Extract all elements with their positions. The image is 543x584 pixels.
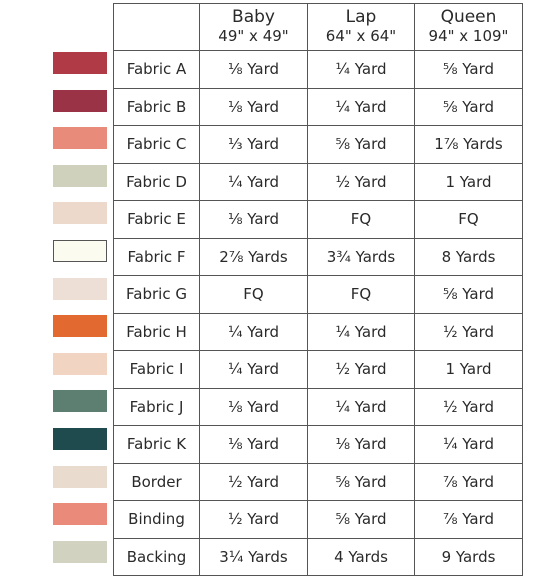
fabric-name-cell: Fabric H (114, 313, 200, 351)
baby-amount-cell: ⅛ Yard (200, 388, 308, 426)
lap-amount-cell: 4 Yards (308, 538, 415, 576)
lap-amount-cell: ¼ Yard (308, 88, 415, 126)
header-baby-name: Baby (232, 7, 275, 27)
table-row (114, 201, 523, 239)
lap-amount-cell: FQ (308, 276, 415, 314)
table-row (114, 238, 523, 276)
fabric-swatch (53, 466, 107, 488)
baby-amount-cell: FQ (200, 276, 308, 314)
table-row (114, 163, 523, 201)
queen-amount-cell: 1 Yard (415, 351, 523, 389)
lap-amount-cell: ⅝ Yard (308, 126, 415, 164)
lap-amount-cell: ½ Yard (308, 351, 415, 389)
fabric-swatch (53, 240, 107, 262)
table-row (114, 276, 523, 314)
header-lap-name: Lap (345, 7, 377, 27)
queen-amount-cell: ⅝ Yard (415, 276, 523, 314)
queen-amount-cell: 8 Yards (415, 238, 523, 276)
baby-amount-cell: 2⅞ Yards (200, 238, 308, 276)
fabric-name-cell: Fabric D (114, 163, 200, 201)
baby-amount-cell: ⅓ Yard (200, 126, 308, 164)
table-row (114, 126, 523, 164)
baby-amount-cell: ⅛ Yard (200, 201, 308, 239)
fabric-swatch (53, 127, 107, 149)
fabric-swatch (53, 90, 107, 112)
requirements-grid (113, 3, 523, 576)
fabric-swatch (53, 390, 107, 412)
baby-amount-cell: ⅛ Yard (200, 51, 308, 89)
lap-amount-cell: ¼ Yard (308, 388, 415, 426)
lap-amount-cell: FQ (308, 201, 415, 239)
header-queen (415, 4, 523, 51)
baby-amount-cell: ½ Yard (200, 501, 308, 539)
lap-amount-cell: ¼ Yard (308, 51, 415, 89)
fabric-swatch (53, 503, 107, 525)
baby-amount-cell: ¼ Yard (200, 313, 308, 351)
queen-amount-cell: ⅝ Yard (415, 88, 523, 126)
fabric-name-cell: Fabric I (114, 351, 200, 389)
table-row (114, 88, 523, 126)
queen-amount-cell: FQ (415, 201, 523, 239)
fabric-swatch (53, 353, 107, 375)
fabric-swatch (53, 165, 107, 187)
lap-amount-cell: ⅝ Yard (308, 501, 415, 539)
fabric-swatch (53, 52, 107, 74)
queen-amount-cell: ½ Yard (415, 313, 523, 351)
queen-amount-cell: ⅞ Yard (415, 501, 523, 539)
fabric-name-cell: Fabric K (114, 426, 200, 464)
fabric-name-cell: Backing (114, 538, 200, 576)
fabric-swatch (53, 278, 107, 300)
header-lap-size: 64" x 64" (325, 27, 397, 45)
lap-amount-cell: ½ Yard (308, 163, 415, 201)
baby-amount-cell: 3¼ Yards (200, 538, 308, 576)
header-lap (308, 4, 415, 51)
queen-amount-cell: 1 Yard (415, 163, 523, 201)
fabric-name-cell: Binding (114, 501, 200, 539)
header-queen-name: Queen (440, 7, 497, 27)
table-row (114, 426, 523, 464)
lap-amount-cell: 3¾ Yards (308, 238, 415, 276)
fabric-swatch (53, 315, 107, 337)
queen-amount-cell: ⅝ Yard (415, 51, 523, 89)
header-baby (200, 4, 308, 51)
fabric-name-cell: Fabric E (114, 201, 200, 239)
table-row (114, 501, 523, 539)
table-row (114, 51, 523, 89)
header-row (114, 4, 523, 51)
header-baby-size: 49" x 49" (218, 27, 289, 45)
header-queen-size: 94" x 109" (428, 27, 509, 45)
queen-amount-cell: ½ Yard (415, 388, 523, 426)
table-row (114, 463, 523, 501)
fabric-swatch (53, 202, 107, 224)
baby-amount-cell: ¼ Yard (200, 163, 308, 201)
baby-amount-cell: ¼ Yard (200, 351, 308, 389)
queen-amount-cell: 1⅞ Yards (415, 126, 523, 164)
queen-amount-cell: 9 Yards (415, 538, 523, 576)
table-row (114, 351, 523, 389)
baby-amount-cell: ⅛ Yard (200, 88, 308, 126)
lap-amount-cell: ¼ Yard (308, 313, 415, 351)
table-row (114, 388, 523, 426)
fabric-name-cell: Fabric G (114, 276, 200, 314)
baby-amount-cell: ⅛ Yard (200, 426, 308, 464)
queen-amount-cell: ⅞ Yard (415, 463, 523, 501)
fabric-swatch (53, 428, 107, 450)
fabric-requirements-table (113, 3, 522, 576)
fabric-swatch (53, 541, 107, 563)
fabric-name-cell: Fabric F (114, 238, 200, 276)
fabric-name-cell: Fabric B (114, 88, 200, 126)
baby-amount-cell: ½ Yard (200, 463, 308, 501)
table-row (114, 538, 523, 576)
lap-amount-cell: ⅝ Yard (308, 463, 415, 501)
fabric-name-cell: Fabric A (114, 51, 200, 89)
table-row (114, 313, 523, 351)
header-blank-cell (114, 4, 200, 51)
queen-amount-cell: ¼ Yard (415, 426, 523, 464)
lap-amount-cell: ⅛ Yard (308, 426, 415, 464)
fabric-name-cell: Fabric J (114, 388, 200, 426)
fabric-name-cell: Fabric C (114, 126, 200, 164)
fabric-name-cell: Border (114, 463, 200, 501)
